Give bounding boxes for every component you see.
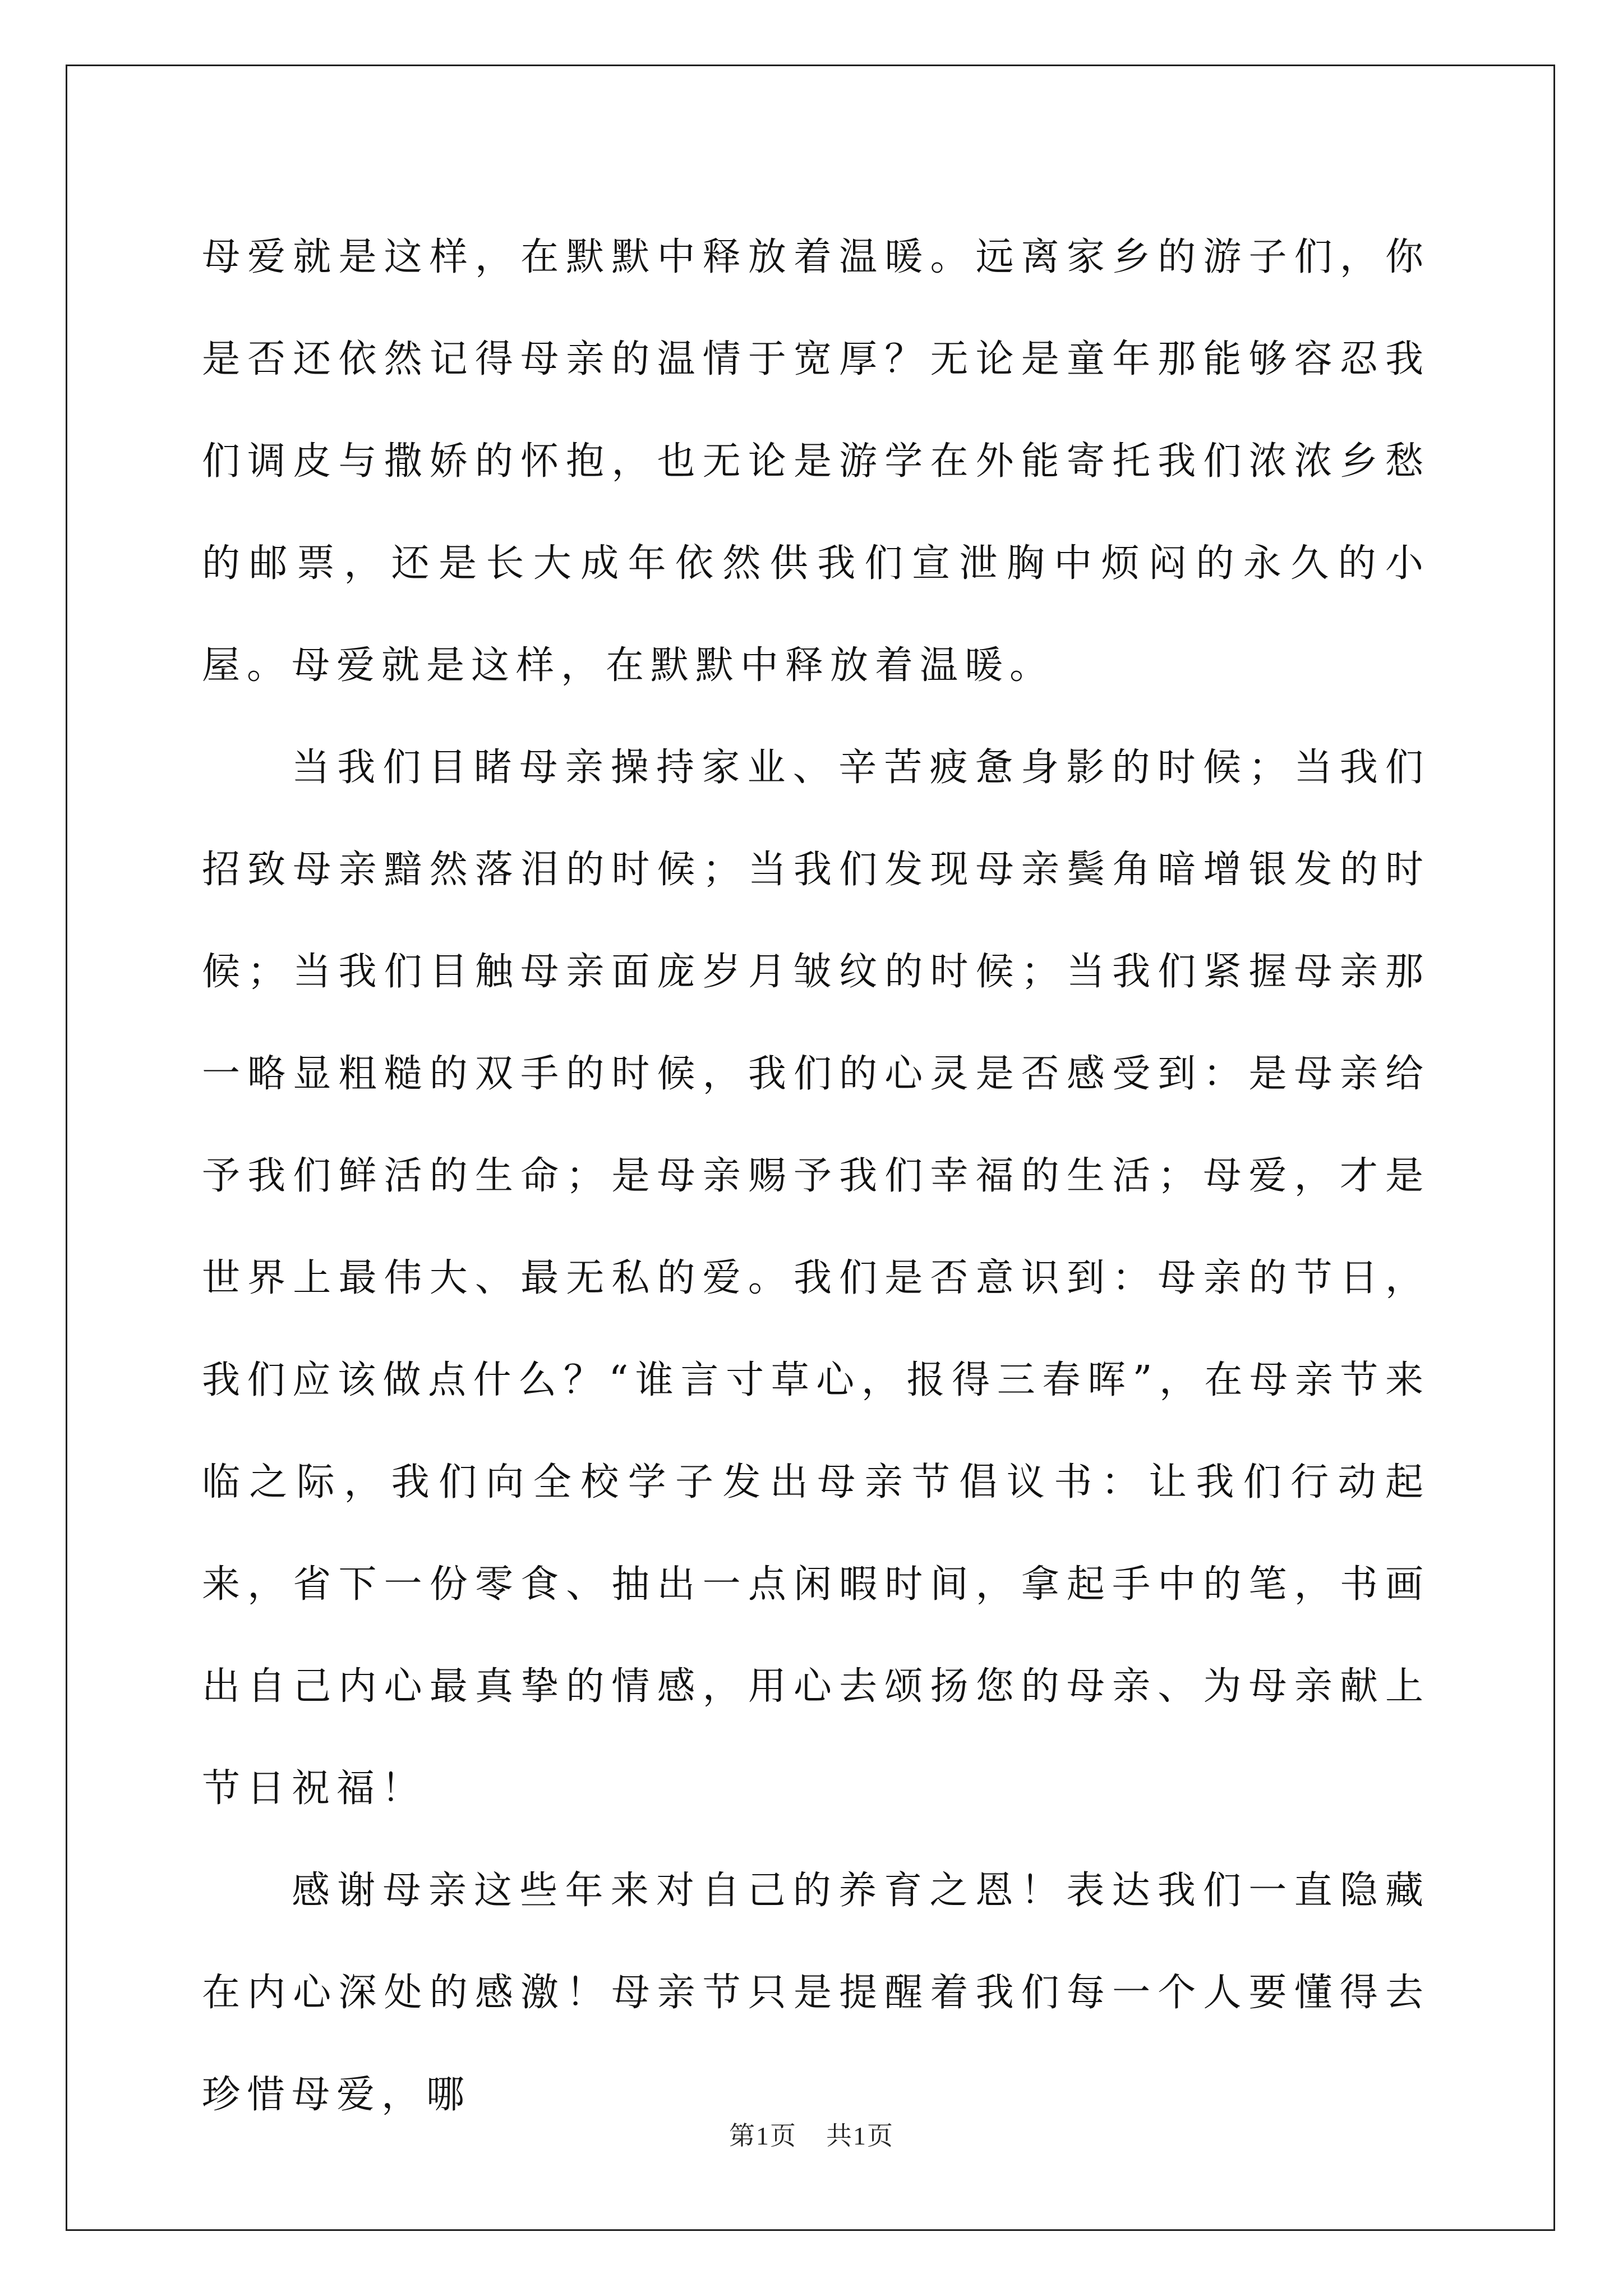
page-total: 共1页 bbox=[826, 2122, 894, 2150]
paragraph-3: 感谢母亲这些年来对自己的养育之恩！表达我们一直隐藏在内心深处的感激！母亲节只是提醒着我们每一个人要懂得去珍惜母爱，哪 bbox=[202, 1869, 1430, 2117]
paragraph-2: 当我们目睹母亲操持家业、辛苦疲惫身影的时候；当我们招致母亲黯然落泪的时候；当我们发现母亲鬓角暗增银发的时候；当我们目触母亲面庞岁月皱纹的时候；当我们紧握母亲那一略显粗糙的双手的时候，我们的心灵是否感受到：是母亲给予我们鲜活的生命；是母亲赐予我们幸福的生活；母爱，才是世界上最伟大、最无私的爱。我们是否意识到：母亲的节日，我们应该做点什么？“谁言寸草心，报得三春晖”，在母亲节来临之际，我们向全校学子发出母亲节倡议书：让我们行动起来，省下一份零食、抽出一点闲暇时间，拿起手中的笔，书画出自己内心最真挚的情感，用心去颂扬您的母亲、为母亲献上节日祝福！ bbox=[202, 746, 1430, 1811]
page-footer bbox=[0, 2119, 1623, 2153]
paragraph-1: 母爱就是这样，在默默中释放着温暖。远离家乡的游子们，你是否还依然记得母亲的温情于宽厚？无论是童年那能够容忍我们调皮与撒娇的怀抱，也无论是游学在外能寄托我们浓浓乡愁的邮票，还是长大成年依然供我们宣泄胸中烦闷的永久的小屋。母爱就是这样，在默默中释放着温暖。 bbox=[202, 235, 1430, 688]
page-number: 第1页 bbox=[729, 2122, 797, 2150]
document-body bbox=[202, 206, 1430, 2146]
